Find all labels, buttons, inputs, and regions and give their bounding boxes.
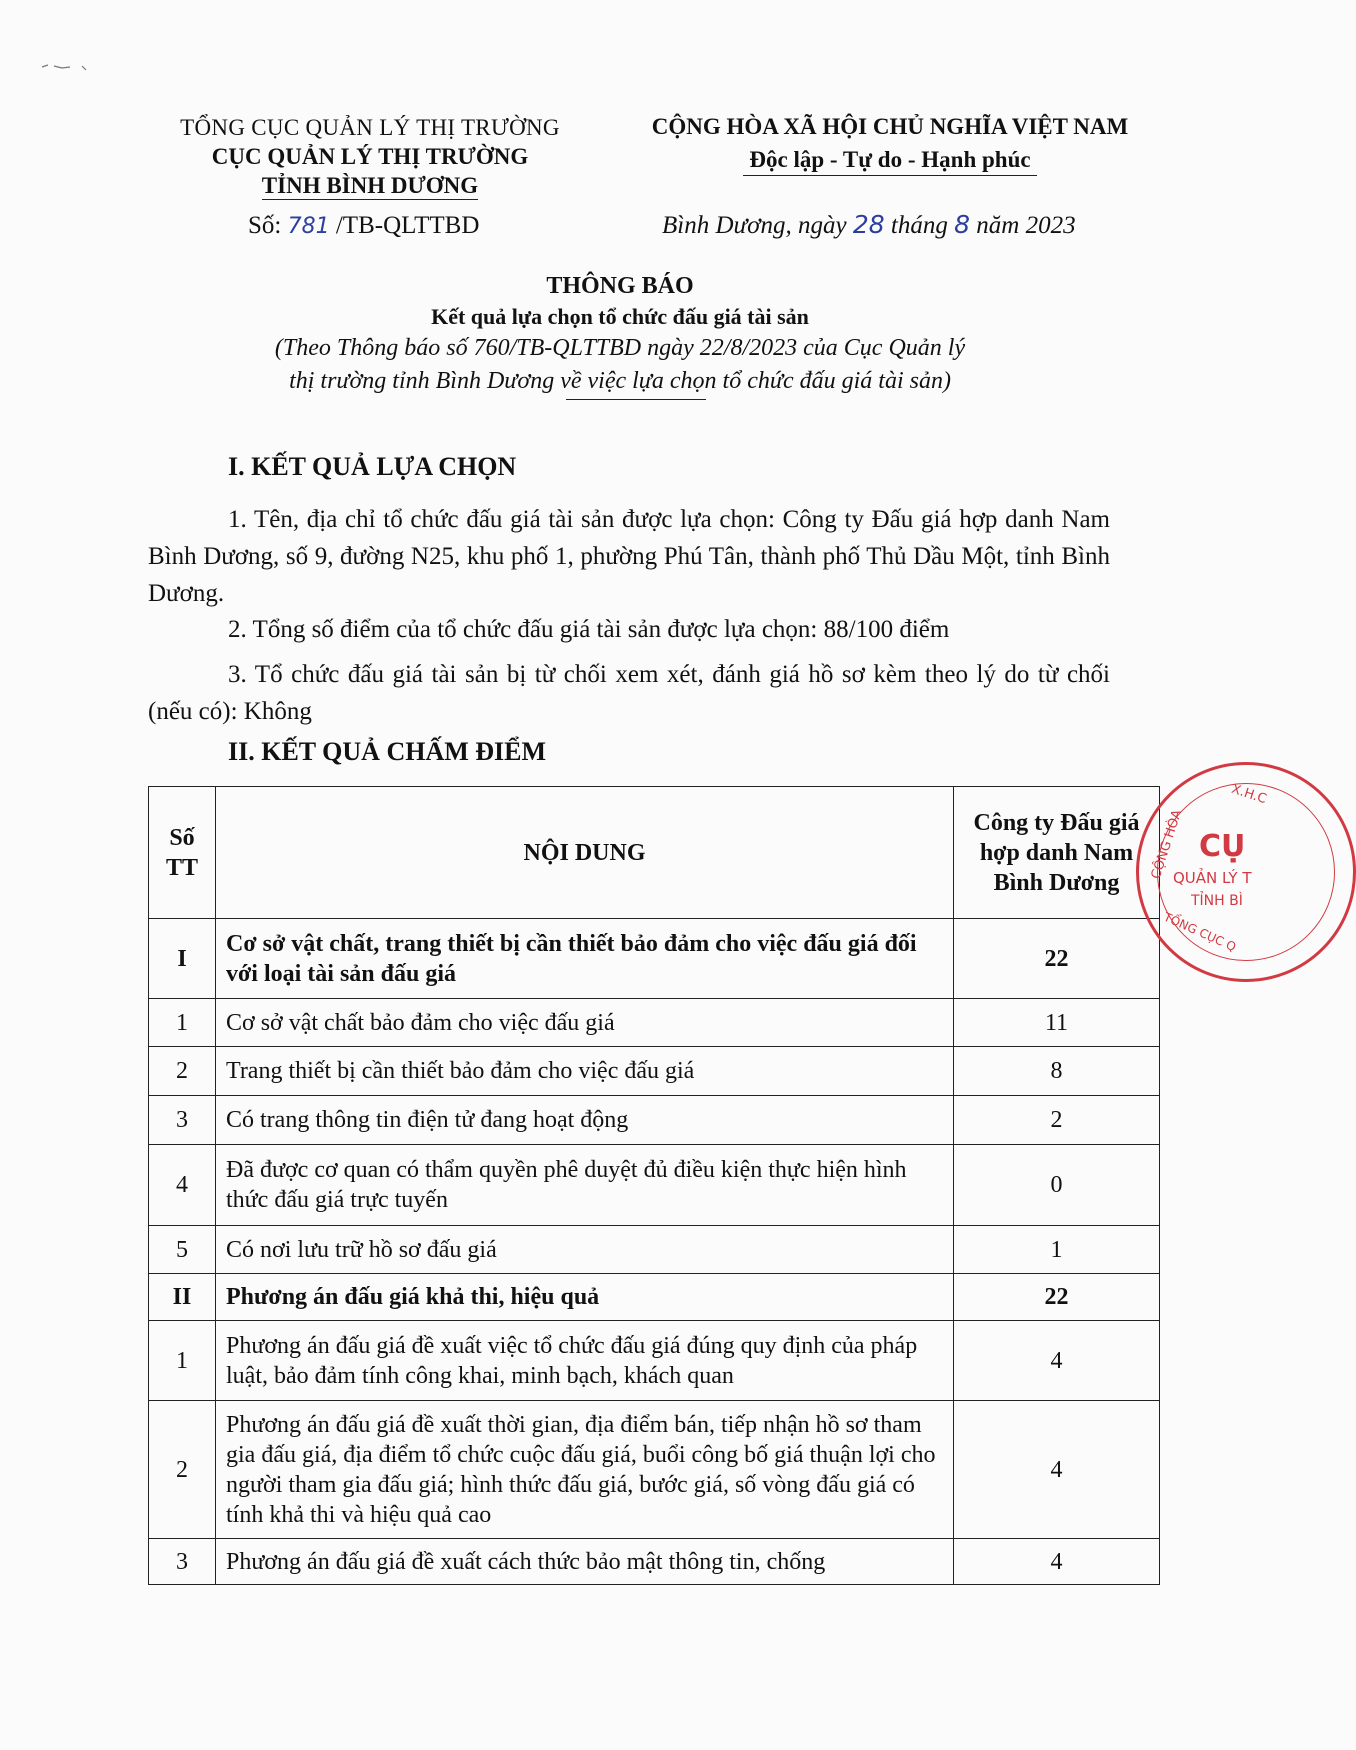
issue-date bbox=[662, 210, 1076, 240]
header-company: Công ty Đấu giá hợp danh Nam Bình Dương bbox=[954, 787, 1160, 919]
row-content: Có trang thông tin điện tử đang hoạt động bbox=[216, 1096, 954, 1145]
row-stt: II bbox=[149, 1274, 216, 1321]
row-content: Cơ sở vật chất, trang thiết bị cần thiết bảo đảm cho việc đấu giá đối với loại tài sản đấu giá bbox=[216, 919, 954, 999]
row-stt: 2 bbox=[149, 1047, 216, 1096]
title-block bbox=[200, 270, 1040, 400]
row-content: Phương án đấu giá đề xuất việc tổ chức đấu giá đúng quy định của pháp luật, bảo đảm tính công khai, minh bạch, khách quan bbox=[216, 1321, 954, 1401]
section-1-heading: I. KẾT QUẢ LỰA CHỌN bbox=[228, 452, 517, 481]
document-title: THÔNG BÁO bbox=[546, 273, 694, 299]
row-content: Có nơi lưu trữ hồ sơ đấu giá bbox=[216, 1226, 954, 1274]
document-number bbox=[248, 212, 479, 240]
reference-line-1: (Theo Thông báo số 760/TB-QLTTBD ngày 22/8/2023 của Cục Quản lý bbox=[274, 335, 966, 361]
score-table bbox=[148, 786, 1160, 1585]
table-row bbox=[149, 919, 1160, 999]
date-month-label: tháng bbox=[884, 212, 955, 239]
section-1-item-1 bbox=[148, 501, 1110, 612]
seal-left-text: CỘNG HÒA bbox=[1148, 807, 1186, 882]
header-content: NỘI DUNG bbox=[216, 787, 954, 919]
date-prefix: Bình Dương, ngày bbox=[662, 212, 853, 239]
section-1-item-3 bbox=[148, 656, 1110, 730]
row-score: 4 bbox=[954, 1321, 1160, 1401]
table-row bbox=[149, 1274, 1160, 1321]
row-score: 8 bbox=[954, 1047, 1160, 1096]
row-score: 22 bbox=[954, 1274, 1160, 1321]
seal-line-3: TỈNH BÌ bbox=[1191, 893, 1243, 909]
header-stt: Số TT bbox=[149, 787, 216, 919]
national-header bbox=[620, 110, 1160, 176]
table-row bbox=[149, 1321, 1160, 1401]
row-score: 0 bbox=[954, 1145, 1160, 1226]
section-2-heading: II. KẾT QUẢ CHẤM ĐIỂM bbox=[228, 737, 547, 766]
document-subtitle: Kết quả lựa chọn tổ chức đấu giá tài sản bbox=[431, 304, 809, 329]
title-underline bbox=[566, 399, 706, 400]
agency-province: TỈNH BÌNH DƯƠNG bbox=[261, 173, 479, 198]
date-month-handwritten: 8 bbox=[954, 210, 971, 239]
row-content: Phương án đấu giá khả thi, hiệu quả bbox=[216, 1274, 954, 1321]
row-content: Trang thiết bị cần thiết bảo đảm cho việc đấu giá bbox=[216, 1047, 954, 1096]
row-content: Đã được cơ quan có thẩm quyền phê duyệt đủ điều kiện thực hiện hình thức đấu giá trực tuyến bbox=[216, 1145, 954, 1226]
table-row bbox=[149, 1226, 1160, 1274]
row-score: 11 bbox=[954, 999, 1160, 1047]
agency-parent: TỔNG CỤC QUẢN LÝ THỊ TRƯỜNG bbox=[180, 115, 560, 140]
table-row bbox=[149, 1401, 1160, 1539]
row-stt: 1 bbox=[149, 1321, 216, 1401]
row-stt: 2 bbox=[149, 1401, 216, 1539]
row-content: Phương án đấu giá đề xuất thời gian, địa điểm bán, tiếp nhận hồ sơ tham gia đấu giá, địa điểm tổ chức cuộc đấu giá, buổi công bố giá thuận lợi cho người tham gia đấu giá; hình thức đấu giá, bước giá, số vòng đấu giá có tính khả thi và hiệu quả cao bbox=[216, 1401, 954, 1539]
row-score: 22 bbox=[954, 919, 1160, 999]
section-1-item-3-text: 3. Tổ chức đấu giá tài sản bị từ chối xem xét, đánh giá hồ sơ kèm theo lý do từ chối (nếu có): Không bbox=[148, 661, 1110, 725]
row-stt: 1 bbox=[149, 999, 216, 1047]
row-score: 2 bbox=[954, 1096, 1160, 1145]
date-year: năm 2023 bbox=[970, 212, 1076, 239]
row-score: 4 bbox=[954, 1401, 1160, 1539]
row-stt: 3 bbox=[149, 1096, 216, 1145]
national-motto: Độc lập - Tự do - Hạnh phúc bbox=[743, 144, 1036, 176]
row-content: Cơ sở vật chất bảo đảm cho việc đấu giá bbox=[216, 999, 954, 1047]
reference-line-2: thị trường tỉnh Bình Dương về việc lựa chọn tổ chức đấu giá tài sản) bbox=[289, 368, 951, 394]
date-day-handwritten: 28 bbox=[852, 210, 885, 239]
row-stt: I bbox=[149, 919, 216, 999]
seal-line-2: QUẢN LÝ T bbox=[1173, 869, 1252, 887]
scan-mark bbox=[40, 62, 90, 72]
row-stt: 3 bbox=[149, 1539, 216, 1585]
seal-bottom-text: TỔNG CỤC Q bbox=[1161, 909, 1239, 955]
section-1-item-1-text: 1. Tên, địa chỉ tổ chức đấu giá tài sản được lựa chọn: Công ty Đấu giá hợp danh Nam Bình Dương, số 9, đường N25, khu phố 1, phường Phú Tân, thành phố Thủ Dầu Một, tỉnh Bình Dương. bbox=[148, 506, 1110, 607]
section-1-item-2 bbox=[148, 611, 1110, 648]
official-seal bbox=[1136, 762, 1356, 982]
seal-top-text: X.H.C bbox=[1229, 781, 1269, 808]
doc-number-suffix: /TB-QLTTBD bbox=[329, 212, 480, 239]
row-score: 4 bbox=[954, 1539, 1160, 1585]
table-row bbox=[149, 1539, 1160, 1585]
table-row bbox=[149, 1047, 1160, 1096]
row-stt: 5 bbox=[149, 1226, 216, 1274]
table-row bbox=[149, 1145, 1160, 1226]
section-1-item-2-text: 2. Tổng số điểm của tổ chức đấu giá tài sản được lựa chọn: 88/100 điểm bbox=[228, 616, 950, 643]
agency-name: CỤC QUẢN LÝ THỊ TRƯỜNG bbox=[211, 144, 529, 169]
seal-center-text: CỤ bbox=[1199, 829, 1246, 864]
issuing-agency bbox=[150, 113, 590, 200]
table-header-row bbox=[149, 787, 1160, 919]
table-row bbox=[149, 999, 1160, 1047]
doc-number-prefix: Số: bbox=[248, 212, 288, 239]
country-name: CỘNG HÒA XÃ HỘI CHỦ NGHĨA VIỆT NAM bbox=[651, 114, 1129, 139]
row-stt: 4 bbox=[149, 1145, 216, 1226]
row-score: 1 bbox=[954, 1226, 1160, 1274]
doc-number-handwritten: 781 bbox=[287, 214, 330, 239]
table-row bbox=[149, 1096, 1160, 1145]
row-content: Phương án đấu giá đề xuất cách thức bảo mật thông tin, chống bbox=[216, 1539, 954, 1585]
